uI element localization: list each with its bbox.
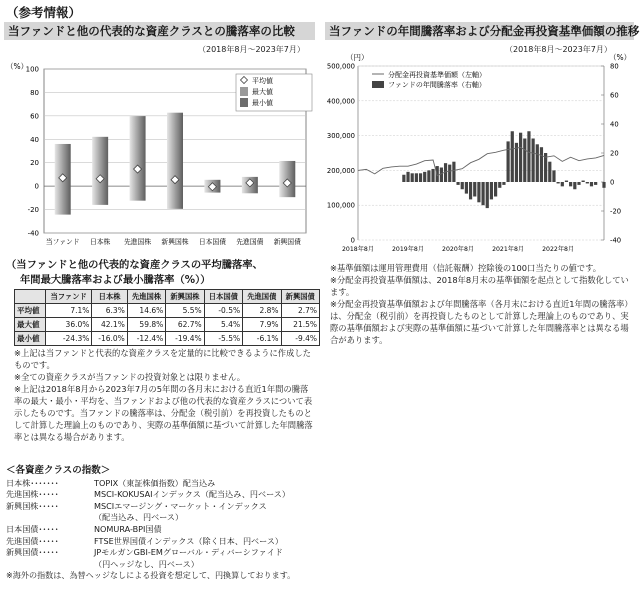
return-bar bbox=[548, 162, 551, 182]
index-name: MSCI-KOKUSAIインデックス（配当込み、円ベース） bbox=[94, 489, 290, 500]
y-tick-label: 80 bbox=[30, 88, 39, 97]
legend-bar-label: ファンドの年間騰落率（右軸） bbox=[388, 81, 486, 89]
y-tick-label: -20 bbox=[27, 206, 39, 215]
return-bar bbox=[465, 182, 468, 194]
y-tick-label: -40 bbox=[27, 229, 39, 238]
index-list bbox=[6, 465, 324, 582]
index-list-title: ＜各資産クラスの指数＞ bbox=[6, 465, 111, 476]
y-left-tick-label: 500,000 bbox=[326, 62, 355, 71]
return-bar bbox=[511, 131, 514, 182]
index-asset-name: 新興国株･････ bbox=[6, 500, 59, 511]
x-tick-label: 2019年8月 bbox=[392, 246, 425, 253]
range-bar bbox=[130, 116, 146, 201]
table-cell: -19.4% bbox=[166, 332, 204, 346]
return-bar bbox=[498, 182, 501, 188]
category-label: 当ファンド bbox=[45, 238, 80, 246]
table-column-header: 新興国株 bbox=[166, 290, 204, 304]
return-bar bbox=[507, 141, 510, 182]
return-bar bbox=[586, 182, 589, 183]
note-item: ※上記は2018年8月から2023年7月の5年間の各月末における直近1年間の騰落率の最大・最小・平均を、当ファンドおよび他の代表的な資産クラスについて表示したものです。当ファンドの騰落率は、分配金（税引前）を再投資したものとして計算した理論上のものであり、実際の基準価額に基づいて計算した年間騰落率とは異なる場合があります。 bbox=[14, 384, 313, 442]
y-right-tick-label: 40 bbox=[610, 120, 619, 129]
return-bar bbox=[565, 181, 568, 182]
return-bar bbox=[486, 182, 489, 208]
return-bar bbox=[415, 173, 418, 182]
return-bar bbox=[481, 182, 484, 205]
index-item bbox=[6, 547, 324, 570]
right-chart-period: （2018年8月～2023年7月） bbox=[505, 45, 612, 54]
index-item bbox=[6, 489, 324, 501]
return-bar bbox=[532, 139, 535, 183]
table-cell: -24.3% bbox=[45, 332, 91, 346]
return-bar bbox=[569, 182, 572, 186]
y-right-tick-label: 20 bbox=[610, 149, 619, 158]
y-right-tick-label: -40 bbox=[610, 236, 622, 245]
y-left-tick-label: 200,000 bbox=[326, 166, 355, 175]
return-bar bbox=[440, 168, 443, 183]
y-right-tick-label: 80 bbox=[610, 62, 619, 71]
return-bar bbox=[431, 169, 434, 182]
return-bar bbox=[423, 172, 426, 182]
return-bar bbox=[561, 182, 564, 186]
y-right-tick-label: -20 bbox=[610, 207, 622, 216]
left-notes bbox=[14, 347, 316, 443]
right-left-unit: （円） bbox=[346, 53, 369, 62]
table-header-row bbox=[15, 290, 320, 304]
right-legend bbox=[372, 70, 486, 89]
table-column-header: 日本株 bbox=[92, 290, 127, 304]
nav-chart bbox=[326, 52, 638, 258]
return-bar bbox=[469, 182, 472, 199]
legend-bar-swatch bbox=[372, 81, 384, 88]
index-name: TOPIX（東証株価指数）配当込み bbox=[94, 477, 216, 488]
table-cell: 7.9% bbox=[243, 318, 281, 332]
table-row bbox=[15, 318, 320, 332]
return-bar bbox=[502, 182, 505, 185]
return-bar bbox=[473, 182, 476, 197]
return-bar bbox=[590, 182, 593, 186]
right-notes bbox=[330, 262, 630, 346]
y-tick-label: 60 bbox=[30, 112, 39, 121]
table-cell: 5.5% bbox=[166, 304, 204, 318]
index-name: JPモルガンGBI-EMグローバル・ディバーシファイド （円ヘッジなし、円ベース） bbox=[94, 547, 283, 569]
category-label: 先進国債 bbox=[236, 238, 264, 246]
y-left-tick-label: 300,000 bbox=[326, 132, 355, 141]
return-bar bbox=[477, 182, 480, 202]
x-tick-label: 2018年8月 bbox=[341, 246, 375, 253]
category-label: 新興国株 bbox=[161, 238, 189, 246]
table-row-header: 最大値 bbox=[15, 318, 46, 332]
return-bar bbox=[519, 133, 522, 182]
table-cell: -12.4% bbox=[127, 332, 165, 346]
return-bar bbox=[536, 144, 539, 182]
return-bar bbox=[577, 182, 580, 185]
return-bar bbox=[582, 181, 585, 182]
stats-table bbox=[14, 289, 320, 346]
table-row-header: 最小値 bbox=[15, 332, 46, 346]
table-cell: 36.0% bbox=[45, 318, 91, 332]
note-item: ※全ての資産クラスが当ファンドの投資対象とは限りません。 bbox=[14, 372, 246, 382]
x-tick-label: 2020年8月 bbox=[442, 246, 475, 253]
return-bar bbox=[427, 170, 430, 182]
return-bar bbox=[448, 165, 451, 182]
y-tick-label: 40 bbox=[30, 135, 39, 144]
left-chart-header: 当ファンドと他の代表的な資産クラスとの騰落率の比較 bbox=[4, 22, 315, 40]
return-bar bbox=[456, 182, 459, 185]
note-item: ※上記は当ファンドと代表的な資産クラスを定量的に比較できるように作成したものです。 bbox=[14, 348, 311, 370]
y-tick-label: 100 bbox=[25, 65, 39, 74]
return-bar bbox=[411, 173, 414, 182]
category-label: 日本国債 bbox=[198, 238, 227, 246]
index-name: MSCIエマージング・マーケット・インデックス （配当込み、円ベース） bbox=[94, 500, 267, 523]
table-cell: -9.4% bbox=[281, 332, 319, 346]
index-asset-name: 先進国債･････ bbox=[6, 535, 59, 546]
left-legend bbox=[236, 74, 312, 111]
table-cell: 62.7% bbox=[166, 318, 204, 332]
return-bar bbox=[552, 170, 555, 182]
y-right-tick-label: 60 bbox=[610, 91, 619, 100]
y-left-tick-label: 0 bbox=[350, 236, 355, 245]
index-name: FTSE世界国債インデックス（除く日本、円ベース） bbox=[94, 535, 284, 546]
return-bar bbox=[452, 162, 455, 182]
index-asset-name: 日本株･･･････ bbox=[6, 477, 59, 488]
legend-max-label: 最大値 bbox=[252, 88, 273, 96]
return-bar bbox=[406, 172, 409, 182]
note-item: ※基準価額は運用管理費用（信託報酬）控除後の100口当たりの値です。 bbox=[330, 263, 602, 273]
table-cell: 14.6% bbox=[127, 304, 165, 318]
table-cell: -16.0% bbox=[92, 332, 127, 346]
index-item bbox=[6, 536, 324, 548]
table-column-header: 日本国債 bbox=[204, 290, 242, 304]
range-bar bbox=[167, 113, 183, 209]
index-name: NOMURA-BPI国債 bbox=[94, 523, 162, 534]
table-cell: 7.1% bbox=[45, 304, 91, 318]
legend-min-swatch bbox=[240, 98, 248, 107]
table-row bbox=[15, 332, 320, 346]
table-cell: 21.5% bbox=[281, 318, 319, 332]
table-column-header: 先進国株 bbox=[127, 290, 165, 304]
table-cell: 59.8% bbox=[127, 318, 165, 332]
table-title bbox=[6, 258, 263, 288]
y-right-tick-label: 0 bbox=[610, 178, 615, 187]
return-bar bbox=[557, 182, 560, 183]
return-bar bbox=[602, 182, 605, 188]
return-bar bbox=[573, 182, 576, 189]
table-cell: 42.1% bbox=[92, 318, 127, 332]
table-cell: 5.4% bbox=[204, 318, 242, 332]
index-asset-name: 先進国株･････ bbox=[6, 489, 59, 500]
page-title: （参考情報） bbox=[6, 5, 82, 20]
table-title-line2: 年間最大騰落率および最小騰落率（%）） bbox=[20, 274, 211, 286]
legend-min-label: 最小値 bbox=[252, 99, 273, 107]
index-asset-name: 日本国債･････ bbox=[6, 523, 59, 534]
y-left-tick-label: 100,000 bbox=[326, 201, 355, 210]
return-bar bbox=[490, 182, 493, 199]
category-label: 日本株 bbox=[89, 238, 111, 246]
legend-avg-label: 平均値 bbox=[252, 77, 273, 85]
table-title-line1: （当ファンドと他の代表的な資産クラスの平均騰落率、 bbox=[6, 259, 263, 271]
table-column-header: 当ファンド bbox=[45, 290, 91, 304]
category-label: 新興国債 bbox=[273, 238, 301, 246]
index-asset-name: 新興国債･････ bbox=[6, 547, 59, 558]
legend-line-label: 分配金再投資基準価額（左軸） bbox=[388, 71, 486, 79]
return-bar bbox=[523, 139, 526, 183]
note-item: ※分配金再投資基準価額および年間騰落率（各月末における直近1年間の騰落率）は、分配金（税引前）を再投資したものとして計算した理論上のものであり、実際の基準価額および実際の基準価額に基づいて計算した年間騰落率とは異なる場合があります。 bbox=[330, 299, 629, 345]
index-item bbox=[6, 524, 324, 536]
right-chart-header: 当ファンドの年間騰落率および分配金再投資基準価額の推移 bbox=[325, 22, 634, 40]
right-right-unit: （%） bbox=[609, 53, 632, 62]
return-bar bbox=[527, 131, 530, 182]
range-chart bbox=[4, 55, 320, 255]
table-column-header: 新興国債 bbox=[281, 290, 319, 304]
table-cell: -0.5% bbox=[204, 304, 242, 318]
table-row bbox=[15, 304, 320, 318]
index-footnote: ※海外の指数は、為替ヘッジなしによる投資を想定して、円換算しております。 bbox=[6, 570, 296, 581]
table-column-header bbox=[15, 290, 46, 304]
table-cell: 2.7% bbox=[281, 304, 319, 318]
nav-line bbox=[358, 147, 604, 175]
return-bar bbox=[494, 182, 497, 197]
y-tick-label: 0 bbox=[34, 182, 39, 191]
return-bar bbox=[594, 182, 597, 185]
index-item bbox=[6, 478, 324, 490]
index-item bbox=[6, 501, 324, 524]
x-tick-label: 2021年8月 bbox=[492, 246, 525, 253]
return-bar bbox=[402, 175, 405, 182]
return-bar bbox=[419, 173, 422, 182]
table-cell: -6.1% bbox=[243, 332, 281, 346]
left-unit-label: （%） bbox=[6, 62, 29, 71]
y-left-tick-label: 400,000 bbox=[326, 97, 355, 106]
left-chart-period: （2018年8月～2023年7月） bbox=[198, 45, 305, 54]
table-cell: 6.3% bbox=[92, 304, 127, 318]
legend-max-swatch bbox=[240, 87, 248, 96]
table-cell: 2.8% bbox=[243, 304, 281, 318]
table-cell: -5.5% bbox=[204, 332, 242, 346]
return-bar bbox=[461, 182, 464, 189]
return-bar bbox=[540, 147, 543, 182]
y-tick-label: 20 bbox=[30, 159, 39, 168]
note-item: ※分配金再投資基準価額は、2018年8月末の基準価額を起点として指数化しています。 bbox=[330, 275, 629, 297]
table-row-header: 平均値 bbox=[15, 304, 46, 318]
x-tick-label: 2022年8月 bbox=[542, 246, 575, 253]
category-label: 先進国株 bbox=[123, 238, 152, 246]
range-bar bbox=[92, 137, 108, 205]
table-column-header: 先進国債 bbox=[243, 290, 281, 304]
